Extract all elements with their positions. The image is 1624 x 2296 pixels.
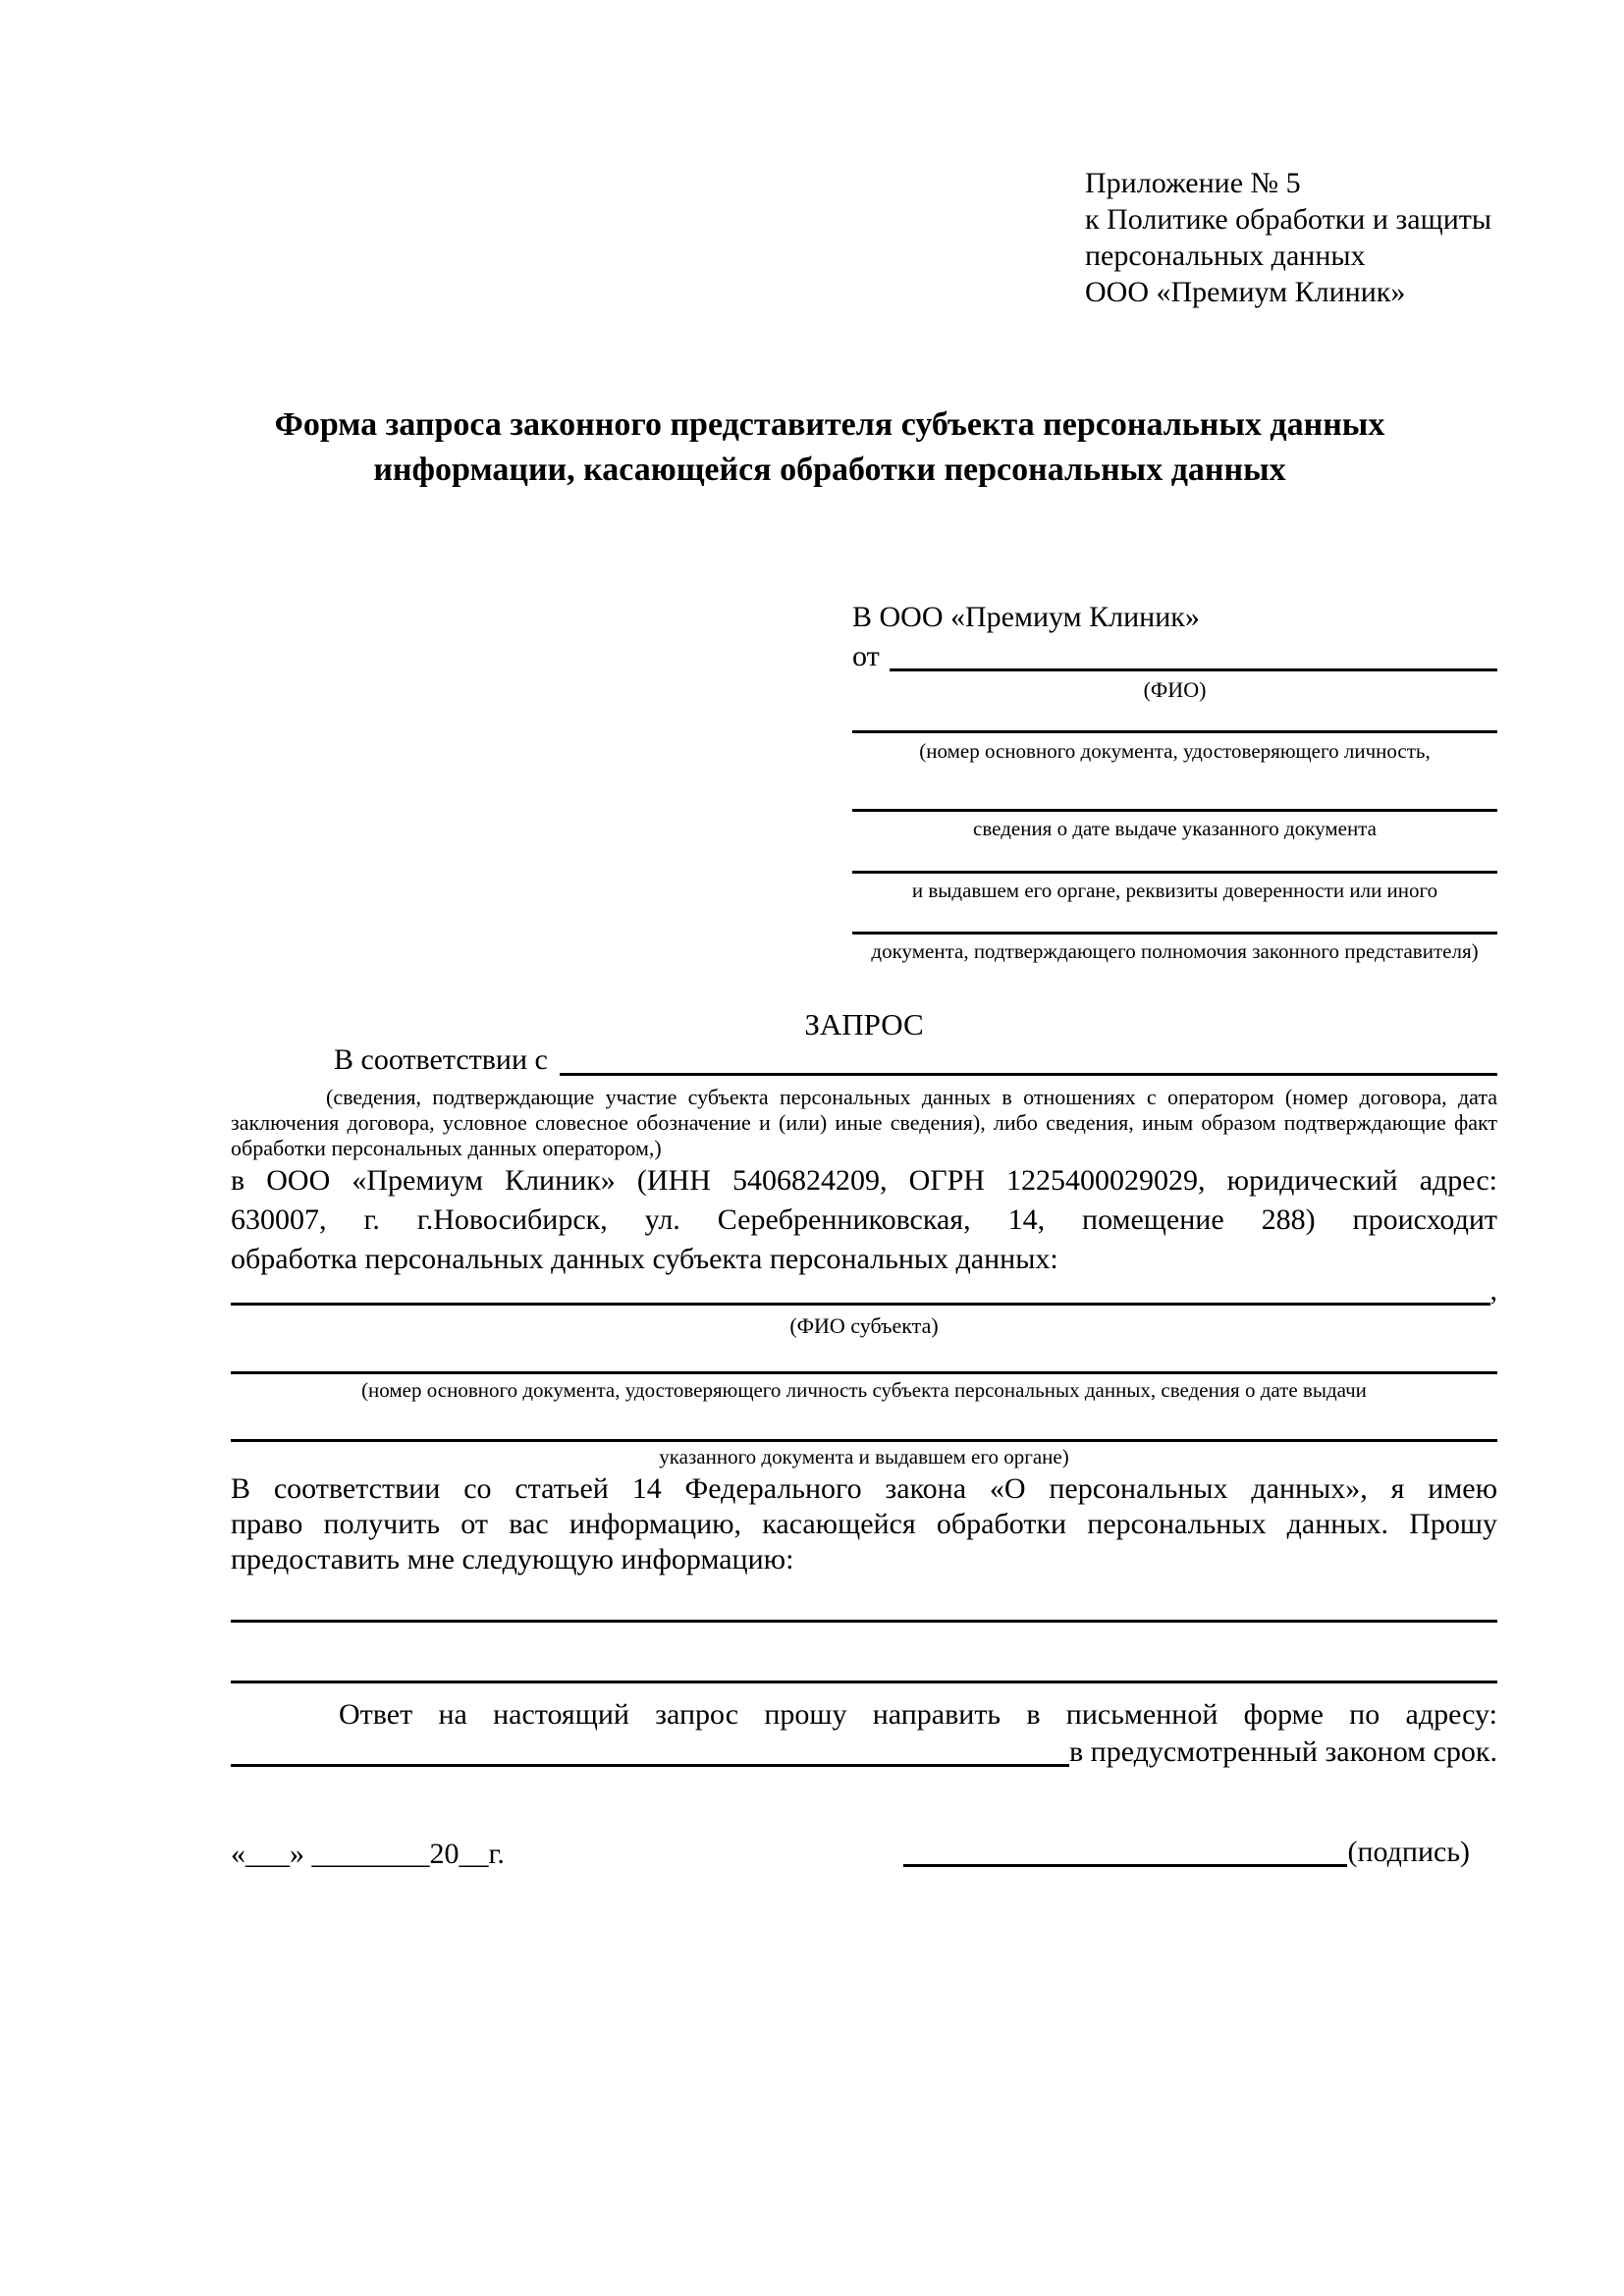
signature-caption: (подпись) bbox=[1347, 1836, 1470, 1868]
blank-line-caption: (номер основного документа, удостоверяющего личность субъекта персональных данных, сведения о дате выдачи bbox=[361, 1378, 1367, 1402]
blank-line bbox=[852, 809, 1497, 812]
date-blank: «___» ________20__г. bbox=[231, 1838, 505, 1870]
document-title bbox=[162, 402, 1497, 493]
blank-line-caption: документа, подтверждающего полномочия законного представителя) bbox=[871, 939, 1479, 963]
body-line: право получить от вас информацию, касающейся обработки персональных данных. Прошу bbox=[231, 1508, 1497, 1540]
body-line: в ООО «Премиум Клиник» (ИНН 5406824209, ОГРН 1225400029029, юридический адрес: bbox=[231, 1164, 1497, 1197]
note-line: обработки персональных данных оператором,) bbox=[231, 1136, 662, 1160]
intro-blank-line bbox=[560, 1043, 1497, 1076]
request-heading: ЗАПРОС bbox=[804, 1007, 924, 1041]
subject-blank-line bbox=[231, 1274, 1490, 1306]
addressee-to: В ООО «Премиум Клиник» bbox=[852, 601, 1200, 633]
from-blank-line bbox=[890, 640, 1497, 671]
note-line: (сведения, подтверждающие участие субъекта персональных данных в отношениях с оператором (номер договора, дата bbox=[326, 1085, 1497, 1109]
body-line: предоставить мне следующую информацию: bbox=[231, 1543, 794, 1575]
appendix-block bbox=[1085, 165, 1517, 310]
appendix-line: ООО «Премиум Клиник» bbox=[1085, 276, 1406, 308]
appendix-line: Приложение № 5 bbox=[1085, 167, 1301, 199]
blank-line bbox=[852, 932, 1497, 934]
fio-caption: (ФИО) bbox=[1143, 677, 1207, 702]
note-line: заключения договора, условное словесное обозначение и (или) иные сведения), либо сведения, иным образом подтверждающие факт bbox=[231, 1110, 1497, 1135]
blank-line-caption: указанного документа и выдавшем его органе) bbox=[659, 1445, 1069, 1468]
blank-line-caption: и выдавшем его органе, реквизиты доверенности или иного bbox=[911, 879, 1438, 902]
address-blank-line bbox=[231, 1735, 1069, 1767]
subject-comma: , bbox=[1489, 1274, 1497, 1307]
appendix-line: к Политике обработки и защиты bbox=[1085, 203, 1492, 236]
from-label: от bbox=[852, 640, 880, 672]
reply-line: Ответ на настоящий запрос прошу направить в письменной форме по адресу: bbox=[339, 1698, 1497, 1731]
body-line: 630007, г. г.Новосибирск, ул. Серебренниковская, 14, помещение 288) происходит bbox=[231, 1203, 1497, 1236]
body-line: обработка персональных данных субъекта персональных данных: bbox=[231, 1243, 1058, 1275]
blank-line bbox=[231, 1371, 1497, 1374]
intro-row bbox=[231, 1043, 1497, 1076]
body-line: В соответствии со статьей 14 Федерального закона «О персональных данных», я имею bbox=[231, 1472, 1497, 1505]
fio-subject-caption: (ФИО субъекта) bbox=[789, 1313, 939, 1338]
blank-line bbox=[231, 1620, 1497, 1623]
blank-line bbox=[231, 1439, 1497, 1442]
blank-line bbox=[852, 730, 1497, 733]
blank-line-caption: сведения о дате выдаче указанного документа bbox=[973, 817, 1377, 840]
blank-line bbox=[852, 871, 1497, 874]
appendix-line: персональных данных bbox=[1085, 240, 1366, 272]
blank-line bbox=[231, 1681, 1497, 1683]
blank-line-caption: (номер основного документа, удостоверяющего личность, bbox=[919, 739, 1431, 763]
reply-address-row bbox=[231, 1735, 1497, 1767]
signature-row bbox=[903, 1836, 1470, 1867]
title-line: информации, касающейся обработки персональных данных bbox=[373, 452, 1286, 488]
subject-blank-row bbox=[231, 1274, 1497, 1306]
addressee-from-row bbox=[852, 640, 1497, 671]
reply-suffix: в предусмотренный законом срок. bbox=[1069, 1735, 1497, 1768]
signature-blank-line bbox=[903, 1836, 1347, 1867]
title-line: Форма запроса законного представителя субъекта персональных данных bbox=[274, 406, 1385, 443]
intro-label: В соответствии с bbox=[334, 1043, 548, 1076]
